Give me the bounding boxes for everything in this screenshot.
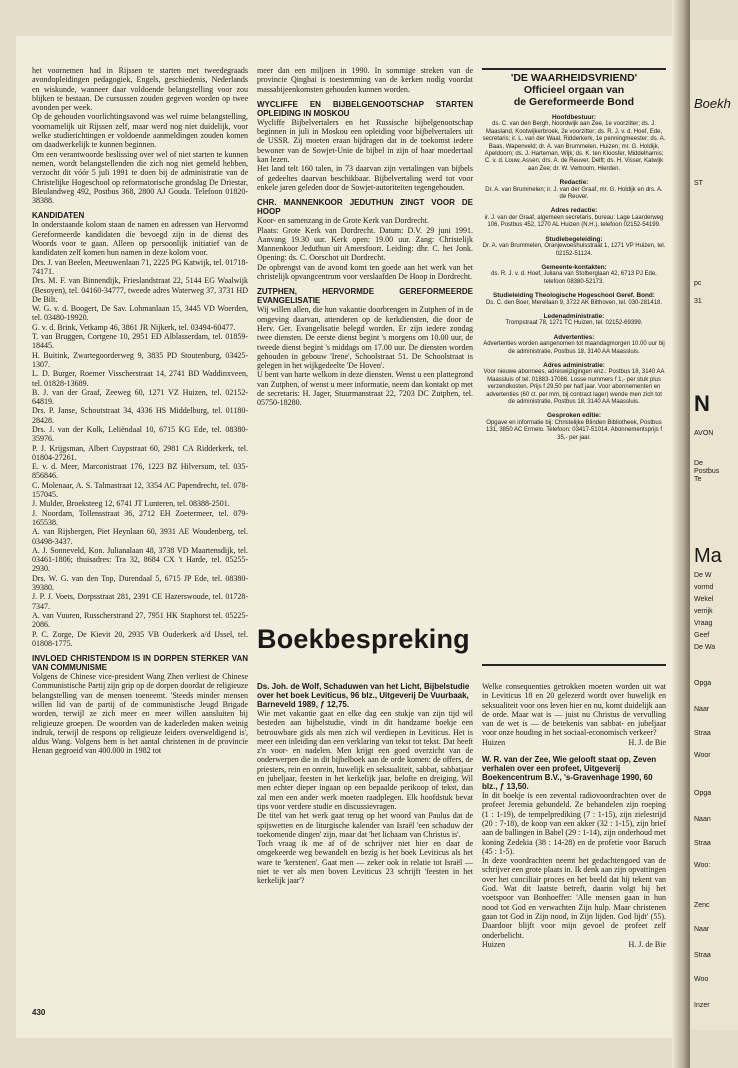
- intro-paragraph: Op de gehouden voorlichtingsavond was wel ruime belangstelling, voornamelijk uit Rijssen zelf, maar werd nog niet duidelijk, voor welke studierichtingen er voldoende aanmeldingen zouden komen om daadwerkelijk te kunnen beginnen.: [32, 112, 248, 150]
- review-text: Toch vraag ik me af of de schrijver niet hier en daar de omgekeerde weg bewandelt en bezig is het boek Leviticus als het ware te 'kerstenen'. Gaat men — zeker ook in relatie tot Israël — niet te ver als men boven Leviticus 23 schrijft 'feesten in het kerkelijk jaar'?: [257, 839, 473, 886]
- kandidaten-heading: KANDIDATEN: [32, 211, 85, 221]
- colophon-text: Advertenties worden aangenomen tot maandagmorgen 10.00 uur bij de administratie, Postbus 18, 3140 AA Maassluis.: [483, 341, 665, 355]
- kandidaat-entry: H. Buitink, Zwartegoorderweg 9, 3835 PD Stoutenburg, 03425-1307.: [32, 350, 248, 369]
- next-page-text: pc: [694, 280, 702, 287]
- next-page-text: vormd: [694, 584, 714, 591]
- colophon-text: ds. C. van den Bergh, Noordwijk aan Zee, 1e voorzitter; ds. J. Maasland, Kootwijkerbroek, 2e voorzitter; ds. R. J. v. d. Hoef, Ede, secretaris; ir. L. van der Waal, Ridderkerk, 1e penningmeester; ds. A. Baas, Wapenveld; dr. A. van Brummelen, Huizen; mr. G. Holdijk, Apeldoorn; ds. J. Harteman, Wijk; ds. K. ten Kloosfer, Middelharnis; C. v. d. Louw, Assen; drs. A. de Reuver, Delft; ds. H. Visser, Katwijk aan Zee; dr. W. Verboom, Hierden.: [482, 121, 666, 172]
- next-page-text: Postbus: [694, 468, 720, 475]
- koor-line: Koor- en samenzang in de Grote Kerk van Dordrecht.: [257, 216, 429, 226]
- next-page-text: Te: [694, 476, 702, 483]
- next-page-text: ST: [694, 180, 703, 187]
- kandidaten-list: [32, 258, 248, 648]
- wycliffe-text: Wycliffe Bijbelvertalers en het Russische bijbelgenootschap beginnen in juli in Moskou een opleiding voor bijbelvertalers uit de USSR. Zij moeten eraan bijdragen dat in de toekomst iedere bewoner van de Sowjet-Unie de bijbel in zijn of haar moedertaal kan lezen.: [257, 117, 473, 165]
- next-page-text: Straa: [694, 730, 711, 737]
- next-page-text: De W: [694, 572, 712, 579]
- masthead-title: 'DE WAARHEIDSVRIEND': [510, 72, 638, 84]
- next-page-text: Woo:: [694, 862, 711, 869]
- kandidaten-intro: In onderstaande kolom staan de namen en adressen van Hervormd Gereformeerde kandidaten die bevoegd zijn in de dienst des Woords voor te gaan. Alleen op persoonlijk initiatief van de kandidaten zelf komen hun namen in deze kolom voor.: [32, 220, 248, 258]
- next-page-text: Zenc: [694, 902, 710, 909]
- review-text: Wie met vakantie gaat en elke dag een stukje van zijn tijd wil besteden aan bijbelstudie, vindt in dit handzame boekje een betrouwbare gids als men zich wil verdiepen in Leviticus. Het is meer een inleiding dan een verklaring van tekst tot tekst. Dat heeft z'n voor- en nadelen. Men krijgt een goed overzicht van de onderwerpen die in dit bijbelboek aan de orde komen: de offers, de priesters, rein en onrein, huwelijk en seksualiteit, sabbat, sabbatjaar en jubeljaar, feesten in het kerkelijk jaar, belofte en dreiging. Wil men echter dieper ingaan op een bepaalde perikoop of tekst, dan zal men een ander werk moeten raadplegen. Elk hoofdstuk bevat tips voor verdere studie en discussievragen.: [257, 709, 473, 811]
- page-spine: [672, 0, 690, 1068]
- review-heading: Ds. Joh. de Wolf, Schaduwen van het Licht, Bijbelstudie over het boek Leviticus, 96 blz., Uitgeverij De Vuurbaak, Barneveld 1989, ƒ 12,75.: [257, 682, 470, 709]
- kandidaat-entry: A. van Vuuren, Russcherstrand 27, 7951 HK Staphorst tel. 05225-2086.: [32, 610, 248, 630]
- colophon-label: Hoofdbestuur:: [551, 114, 597, 121]
- kandidaat-entry: G. v. d. Brink, Vetkamp 46, 3861 JR Nijkerk, tel. 03494-60477.: [32, 322, 236, 332]
- christendom-heading: INVLOED CHRISTENDOM IS IN DORPEN STERKER VAN VAN COMMUNISME: [32, 654, 248, 673]
- zutphen-heading: ZUTPHEN, HERVORMDE GEREFORMEERDE EVANGELISATIE: [257, 287, 473, 306]
- colophon-sections: [482, 114, 666, 442]
- intro-paragraph: Om een verantwoorde beslissing over wel of niet starten te kunnen nemen, wordt belangstellenden die zich nog niet gemeld hebben, verzocht dit vóór 5 juli 1991 te doen bij de administratie van de Christelijke Hogeschool op reformatorische grondslag De Driestar, Bleulandweg 492, Postbus 368, 2800 AJ Gouda. Telefoon 01820-38388.: [32, 149, 248, 206]
- koor-heading: CHR. MANNENKOOR JEDUTHUN ZINGT VOOR DE HOOP: [257, 198, 473, 217]
- colophon-label: Gemeente-kontakten:: [541, 263, 607, 271]
- colophon-label: Advertenties:: [553, 333, 595, 341]
- kandidaat-entry: Drs. P. Janse, Schoutstraat 34, 4336 HS Middelburg, tel. 01180-28428.: [32, 406, 248, 425]
- colophon-label: Redactie:: [559, 179, 589, 187]
- review-heading: W. R. van der Zee, Wie gelooft staat op, Zeven verhalen over een profeet, Uitgeverij Boekencentrum B.V., 's-Gravenhage 1990, 60 blz., ƒ 13,50.: [482, 755, 657, 792]
- colophon-label: Studiebegeleiding:: [545, 235, 603, 243]
- column-1: [32, 66, 248, 756]
- masthead-subtitle: Officieel orgaan van: [523, 84, 625, 96]
- kandidaat-entry: J. Noordam, Tollensstraat 36, 2712 EH Zoetermeer, tel. 079-165538.: [32, 508, 248, 527]
- page-number: 430: [32, 1008, 46, 1017]
- kandidaat-entry: P. C. Zorge, De Kievit 20, 2935 VB Ouderkerk a/d IJssel, tel. 01808-1775.: [32, 629, 248, 648]
- signature-author: H. J. de Bie: [628, 939, 666, 949]
- next-page-fragment: [690, 40, 738, 1030]
- next-page-text: verrijk: [694, 608, 713, 615]
- review-text: De titel van het werk gaat terug op het woord van Paulus dat de spijswetten en de liturgische kalender van Israël 'een schaduw der toekomende dingen' zijn, maar dat 'het lichaam van Christus is'.: [257, 811, 473, 839]
- koor-line: De opbrengst van de avond komt ten goede aan het werk van het christelijk opvangcentrum voor verslaafden De Hoop in Dordrecht.: [257, 262, 473, 282]
- colophon-label: Adres administratie:: [543, 361, 605, 369]
- kandidaat-entry: W. G. v. d. Boogert, De Sav. Lohmanlaan 15, 3445 VD Woerden, tel. 03480-19920.: [32, 304, 248, 323]
- continuation-text: meer dan een miljoen in 1990. In sommige streken van de provincie Qinghai is toestemming van de kerken nodig voordat massabijeenkomsten gehouden kunnen worden.: [257, 66, 473, 94]
- kandidaat-entry: Drs. J. van Beelen, Meeuwenlaan 71, 2225 PG Katwijk, tel. 01718-74171.: [32, 257, 248, 276]
- colophon-text: Ds. C. den Boer, Merellaan 9, 3722 AK Bilthoven, tel. 030-281418.: [485, 299, 663, 306]
- kandidaat-entry: P. J. Krijgsman, Albert Cuypstraat 60, 2981 CA Ridderkerk, tel. 01804-27261.: [32, 443, 248, 462]
- colophon-bottom-rule: [482, 664, 666, 666]
- kandidaat-entry: Drs. J. van der Kolk, Leliëndaal 10, 6715 KG Ede, tel. 08380-35976.: [32, 424, 248, 444]
- colophon-label: Studieleiding Theologische Hogeschool Geref. Bond:: [493, 292, 655, 300]
- masthead-subtitle: de Gereformeerde Bond: [513, 96, 635, 108]
- review-text: Welke consequenties getrokken moeten worden uit wat in Leviticus 18 en 20 gelezerd wordt over huwelijk en seksualiteit voor ons leven hier en nu, komt duidelijk aan de orde. Maar wat is — juist nu Christus de vervulling van de wet is — de betekenis van sabbat- en jubeljaar voor onze houding in het sociaal-economisch verkeer?: [482, 682, 666, 738]
- colophon-text: ds. R. J. v. d. Hoef, Juliana van Stolberglaan 42, 6713 PJ Ede, telefoon 08380-52173.: [491, 271, 657, 285]
- kandidaat-entry: C. Molenaar, A. S. Talmastraat 12, 3354 AC Papendrecht, tel. 078-157045.: [32, 480, 248, 500]
- review-text: In dit boekje is een zevental radiovoordrachten over de profeet Jeremia gebundeld. Ze behandelen zijn roeping (1 : 1-19), de tempelprediking (7 : 1-15), zijn zielestrijd (20 : 7-18), de koop van een akker (32 : 1-15), zijn brief aan de ballingen in Babel (29 : 1-14), zijn onderhoud met koning Zedekia (38 : 14-28) en de profetie voor Baruch (45 : 1-5).: [482, 791, 666, 856]
- colophon-label: Ledenadministratie:: [543, 312, 605, 320]
- colophon-label: Gesproken editie:: [547, 412, 601, 420]
- colophon-text: ir. J. van der Graaf, algemeen secretaris, bureau: Lage Laarderweg 106, Postbus 452, 1270 AL Huizen (N.H.), telefoon 02152-54199.: [484, 214, 664, 229]
- review-text: In deze voordrachten neemt het gedachtengoed van de schrijver een grote plaats in. Ik denk aan zijn opvattingen over het conciliair proces en het beeld dat hij tekent van God. Wat dit laatste betreft, daarin volgt hij het voetspoor van Bonhoeffer: 'Alle mensen gaan in hun nood tot God en verwachten Zijn hulp. Maar christenen gaan tot God in Zijn nood, in Zijn lijden. God lijdt' (55). Daardoor blijft voor mijn gevoel de profeet zelf onderbelicht.: [482, 856, 666, 940]
- next-page-text: Geef: [694, 632, 710, 639]
- boekbespreking-title: Boekbespreking: [257, 624, 470, 654]
- zutphen-text: Wij willen allen, die hun vakantie doorbrengen in Zutphen of in de omgeving daarvan, attenderen op de kerkdiensten, die door de Herv. Ger. Evangelisatie belegd worden. Er zijn iedere zondag twee diensten. De eerste dienst begint 's morgens om 10.00 uur, de tweede dienst begint 's middags om 17.00 uur. De diensten worden gehouden in gebouw 'Irene', Schoolstraat 51. De Schoolstraat is gelegen in het wijkgedeelte 'De Hoven'.: [257, 305, 473, 371]
- kandidaat-entry: A. van Rijsbergen, Piet Heynlaan 60, 3931 AE Woudenberg, tel. 03498-3437.: [32, 527, 248, 546]
- next-page-text: Opga: [694, 790, 712, 797]
- kandidaat-entry: B. J. van der Graaf, Zeeweg 60, 1271 VZ Huizen, tel. 02152-64819.: [32, 387, 248, 407]
- kandidaat-entry: J. P. J. Voets, Dorpsstraat 281, 2391 CE Hazerswoude, tel. 01728-7347.: [32, 592, 248, 611]
- colophon-text: Trompstraat 78, 1271 TC Huizen, tel. 02152-69399.: [505, 320, 643, 327]
- review-signature: [482, 940, 666, 949]
- column-2: [257, 66, 473, 408]
- colophon-text: Opgave en informatie bij: Christelijke Blinden Bibliotheek, Postbus 131, 3850 AC Ermelo. Telefoon: 03417-51014. Abonnementsprijs f 35,- per jaar.: [485, 419, 662, 441]
- next-page-text: Boekh: [694, 96, 731, 111]
- kandidaat-entry: T. van Bruggen, Cortgene 10, 2951 ED Alblasserdam, tel. 01859-18445.: [32, 332, 248, 351]
- next-page-text: De Wa: [694, 644, 716, 651]
- next-page-text: Woo: [694, 976, 709, 983]
- review-column: [257, 682, 473, 886]
- next-page-text: Straa: [694, 952, 711, 959]
- signature-place: Huizen: [482, 939, 506, 949]
- next-page-text: Inzer: [694, 1002, 710, 1009]
- next-page-text: Opga: [694, 680, 712, 687]
- colophon-text: Voor nieuwe abonnees, adreswijzigingen enz.: Postbus 18, 3140 AA Maassluis of tel. 01883-17086. Losse nummers f 1,- per stuk plus verzendkosten. Prijs f 29,50 per half jaar. Voor abonnementen en advertenties (60 ct. per mm, bij contract lager) wende men zich tot de administratie, Postbus 18, 3140 AA Maassluis.: [483, 369, 665, 405]
- kandidaat-entry: Drs. W. G. van den Top, Durendaal 5, 6715 JP Ede, tel. 08380-39380.: [32, 573, 248, 593]
- kandidaat-entry: E. v. d. Meer, Marconistraat 176, 1223 BZ Hilversum, tel. 035-856846.: [32, 462, 248, 481]
- next-page-text: Wekel: [694, 596, 714, 603]
- next-page-text: Naar: [694, 926, 710, 933]
- next-page-text: Ma: [694, 545, 722, 567]
- colophon-box: [482, 70, 666, 442]
- next-page-text: Vraag: [694, 620, 713, 627]
- wycliffe-heading: WYCLIFFE EN BIJBELGENOOTSCHAP STARTEN OPLEIDING IN MOSKOU: [257, 99, 473, 118]
- next-page-text: Woor: [694, 752, 711, 759]
- next-page-text: Naan: [694, 816, 711, 823]
- signature-place: Huizen: [482, 737, 506, 747]
- next-page-text: Straa: [694, 840, 711, 847]
- wycliffe-text: Het land telt 160 talen, in 73 daarvan zijn vertalingen van bijbels of gedeeltes daarvan beschikbaar. Bijbelvertaling werd tot voor enkele jaren geleden door de Sowjet-autoriteiten tegengehouden.: [257, 164, 473, 192]
- next-page-text: N: [694, 391, 710, 416]
- kandidaat-entry: L. D. Burger, Roemer Visscherstraat 14, 2741 BD Waddinxveen, tel. 01828-13689.: [32, 369, 248, 388]
- kandidaat-entry: Drs. M. F. van Binnendijk, Frieslandstraat 22, 5144 EG Waalwijk (Besoyen), tel. 04160-34777, tweede adres Waterweg 37, 3731 HD De Bilt.: [32, 276, 248, 304]
- colophon-text: Dr. A. van Brummelen; ir. J. van der Graaf, mr. G. Holdijk en drs. A. de Reuver.: [485, 186, 663, 201]
- review-column-2: [482, 682, 666, 949]
- next-page-text: Naar: [694, 706, 710, 713]
- next-page-text: 31: [694, 298, 702, 305]
- intro-paragraph: het voornemen had in Rijssen te starten met tweedegraads avondopleidingen pedagogiek, Engels, geschiedenis, Nederlands en wiskunde, wanneer daar voldoende belangstelling voor zou blijken te bestaan. De cursussen zouden gegeven worden op twee avonden per week.: [32, 66, 248, 113]
- colophon-text: Dr. A. van Brummelen, Oranjewoeshuisstraat 1, 1271 VP Huizen, tel. 02152-51124.: [482, 243, 666, 257]
- signature-author: H. J. de Bie: [628, 737, 666, 747]
- next-page-text: De: [694, 460, 703, 467]
- zutphen-text: U bent van harte welkom in deze diensten. Wenst u een plattegrond van Zutphen, of wenst u meer informatie, neem dan kontakt op met de secretaris: H. Jager, Stuurmanstraat 22, 7203 DC Zutphen, tel. 05750-18280.: [257, 370, 473, 408]
- kandidaat-entry: A. J. Sonneveld, Kon. Julianalaan 48, 3738 VD Maartensdijk, tel. 03461-1806; thuisadres: Tra 32, 8684 CX 't Harde, tel. 05255-2930.: [32, 545, 248, 574]
- christendom-text: Volgens de Chinese vice-president Wang Zhen verliest de Chinese Communistische Partij zijn grip op de dorpen doordat de religieuze belangstelling van de mensen toeneemt. 'Steeds minder mensen willen lid van de partij of de communistische Jeugd Brigade worden, terwijl ze zich meer en meer willen aansluiten bij religieuze groepen. De woorden van de kaderleden maken weinig indruk, terwijl de respons op religieuze leiders overweldigend is', aldus Wang. Volgens hem is het aantal christenen in de provincie Henan gegroeid van 400.000 in 1982 tot: [32, 672, 248, 756]
- next-page-text: AVON: [694, 430, 714, 437]
- review-signature: [482, 738, 666, 747]
- colophon-label: Adres redactie:: [550, 207, 598, 215]
- koor-line: Plaats: Grote Kerk van Dordrecht. Datum: D.V. 29 juni 1991. Aanvang 19.30 uur. Kerk open: 19.00 uur. Zang: Christelijk Mannenkoor Jeduthun uit Amersfoort. Leiding: dhr. C. het Jonk. Opening: ds. C. Oorschot uit Dordrecht.: [257, 225, 473, 263]
- kandidaat-entry: J. Mulder, Broeksteeg 12, 6741 JT Lunteren, tel. 08388-2501.: [32, 499, 230, 509]
